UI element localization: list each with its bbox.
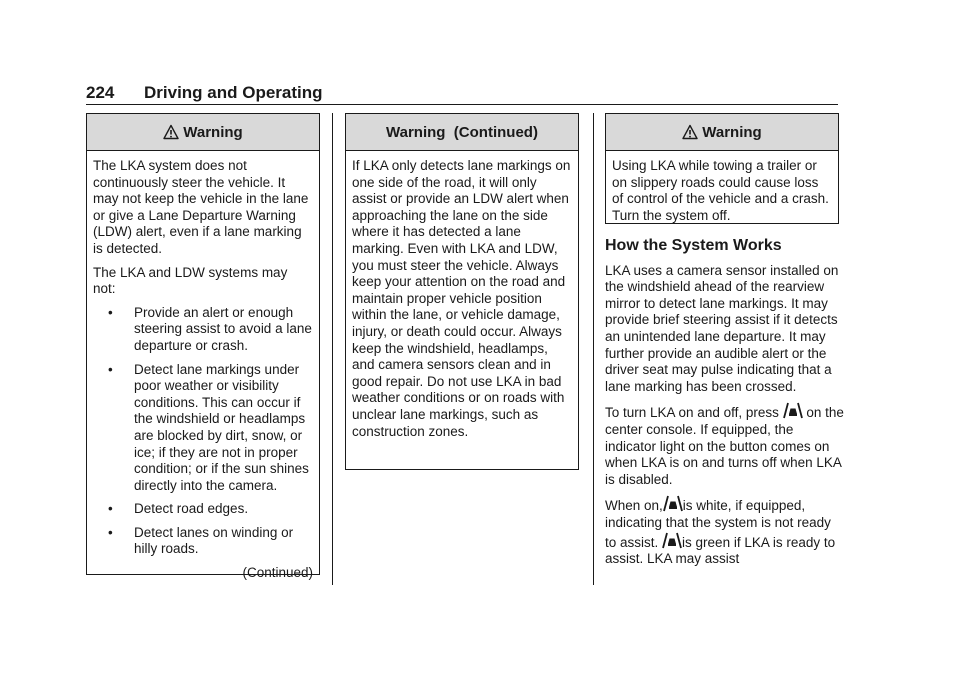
warning-box-body — [87, 151, 319, 588]
warning-triangle-icon — [163, 124, 179, 140]
list-item — [93, 305, 313, 355]
bullet-marker: • — [108, 501, 113, 517]
text-run: is white, if equipped, indicating that the system is not ready to assist. — [605, 498, 831, 550]
body-paragraph — [605, 495, 845, 567]
text-run: When on, — [605, 498, 663, 514]
warning-box-lka-limits — [86, 113, 320, 581]
bullet-marker: • — [108, 524, 113, 540]
lane-keep-assist-icon — [783, 402, 803, 419]
lane-keep-assist-icon — [663, 495, 683, 512]
warning-paragraph: Using LKA while towing a trailer or on slippery roads could cause loss of control of the vehicle and a crash. Turn the system off. — [612, 158, 829, 223]
lane-keep-assist-icon — [662, 532, 682, 549]
text-run: on the center console. If equipped, the indicator light on the button comes on when LKA is on and turns off when LKA is disabled. — [605, 405, 844, 487]
section-heading: How the System Works — [605, 237, 782, 254]
bullet-text: Detect road edges. — [134, 501, 249, 517]
bullet-text: Detect lane markings under poor weather or visibility conditions. This can occur if the windshield or headlamps are blocked by dirt, snow, or ice; if they are not in proper condition; or if the sun shines directly into the camera. — [134, 361, 309, 493]
list-item — [93, 525, 313, 558]
warning-triangle-icon — [682, 124, 698, 140]
warning-box-towing — [605, 113, 839, 224]
warning-paragraph: If LKA only detects lane markings on one side of the road, it will only assist or provide an LDW alert when approaching the lane on the side where it has detected a lane marking. Even with LKA and LDW, you must steer the vehicle. Always keep your attention on the road and maintain proper vehicle position within the lane, or vehicle damage, injury, or death could occur. Always keep the windshield, headlamps, and camera sensors clean and in good repair. Do not use LKA in bad weather conditions or on roads with unclear lane markings, such as construction zones. — [352, 158, 571, 439]
column-divider-left — [332, 113, 333, 585]
text-run: is green if LKA is ready to assist. LKA may assist — [605, 534, 836, 567]
list-item — [93, 501, 313, 518]
warning-paragraph: The LKA and LDW systems may not: — [93, 264, 288, 297]
warning-box-body — [606, 151, 838, 237]
warning-box-body — [346, 151, 578, 453]
text-run: To turn LKA on and off, press — [605, 405, 779, 421]
warning-box-continued — [345, 113, 579, 470]
page-header — [86, 83, 323, 103]
bullet-text: Detect lanes on winding or hilly roads. — [134, 524, 294, 557]
list-item — [93, 362, 313, 495]
section-title: Driving and Operating — [144, 83, 323, 102]
warning-title-text: Warning — [702, 123, 762, 141]
page-number: 224 — [86, 83, 115, 102]
warning-box-title — [87, 114, 319, 151]
warning-box-title — [606, 114, 838, 151]
body-paragraph — [605, 402, 845, 488]
bullet-marker: • — [108, 304, 113, 320]
header-rule — [86, 104, 838, 105]
warning-bullet-list — [93, 305, 313, 558]
warning-box-title — [346, 114, 578, 151]
continued-label: (Continued) — [242, 565, 313, 581]
bullet-text: Provide an alert or enough steering assist to avoid a lane departure or crash. — [134, 304, 312, 353]
how-system-works-section — [605, 238, 845, 575]
warning-title-text: Warning — [183, 123, 243, 141]
body-paragraph: LKA uses a camera sensor installed on the windshield ahead of the rearview mirror to detect lane markings. It may provide brief steering assist if it detects an unintended lane departure. It may further provide an audible alert or the driver seat may pulse indicating that a lane marking has been crossed. — [605, 262, 839, 394]
warning-title-text: Warning (Continued) — [386, 123, 538, 141]
warning-paragraph: The LKA system does not continuously steer the vehicle. It may not keep the vehicle in the lane or give a Lane Departure Warning (LDW) alert, even if a lane marking is detected. — [93, 158, 309, 256]
bullet-marker: • — [108, 361, 113, 377]
column-divider-right — [593, 113, 594, 585]
